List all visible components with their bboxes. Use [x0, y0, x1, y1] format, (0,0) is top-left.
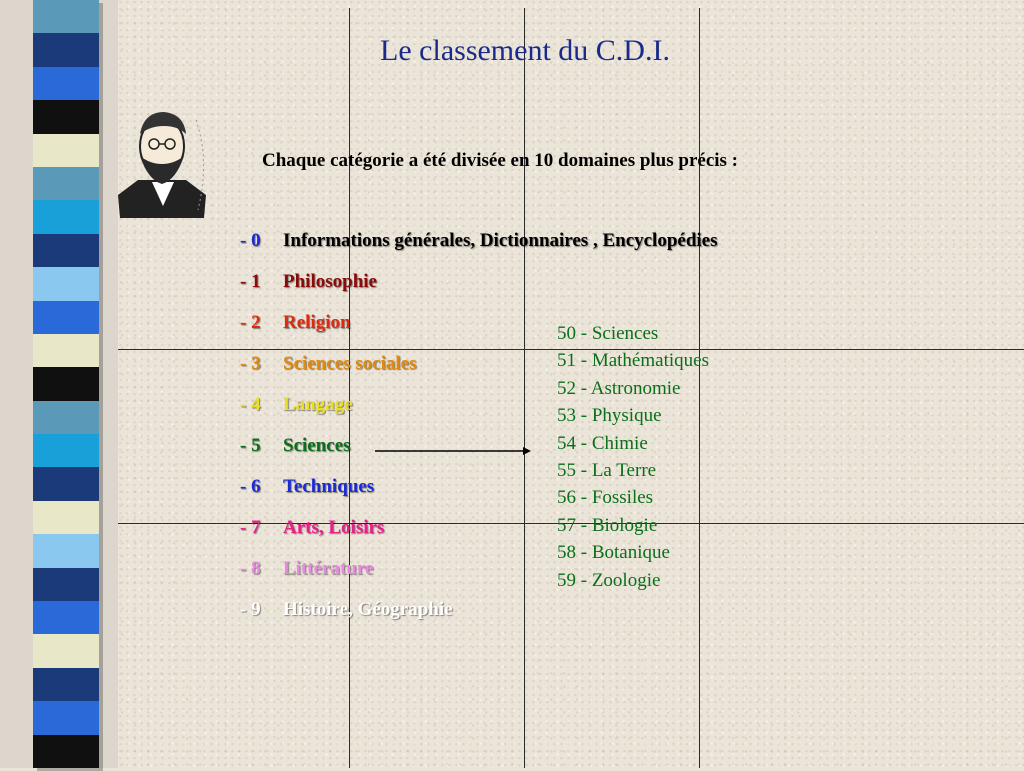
- category-label: Littérature: [283, 558, 374, 579]
- strip-band: [33, 167, 99, 200]
- strip-band: [33, 568, 99, 601]
- category-number: - 7: [240, 517, 261, 538]
- category-number: - 2: [240, 312, 261, 333]
- category-label: Informations générales, Dictionnaires , Encyclopédies: [283, 230, 718, 251]
- category-row: [240, 312, 351, 334]
- category-number: - 5: [240, 435, 261, 456]
- category-row: [240, 476, 374, 498]
- portrait-illustration: [108, 100, 218, 225]
- category-number: - 9: [240, 599, 261, 620]
- category-label: Techniques: [283, 476, 375, 497]
- category-label: Sciences sociales: [283, 353, 417, 374]
- strip-band: [33, 100, 99, 133]
- strip-band: [33, 367, 99, 400]
- category-row: [240, 271, 377, 293]
- strip-band: [33, 735, 99, 768]
- strip-band: [33, 501, 99, 534]
- category-label: Arts, Loisirs: [283, 517, 385, 538]
- grid-line: [699, 8, 700, 768]
- category-number: - 1: [240, 271, 261, 292]
- category-number: - 6: [240, 476, 261, 497]
- strip-band: [33, 668, 99, 701]
- category-label: Sciences: [283, 435, 351, 456]
- strip-band: [33, 334, 99, 367]
- strip-band: [33, 0, 99, 33]
- subdomain-item: 59 - Zoologie: [557, 569, 661, 591]
- category-row: [240, 394, 353, 416]
- slide-title: Le classement du C.D.I.: [380, 34, 670, 67]
- strip-band: [33, 301, 99, 334]
- category-row: [240, 558, 373, 580]
- category-number: - 0: [240, 230, 261, 251]
- strip-band: [33, 267, 99, 300]
- strip-band: [33, 401, 99, 434]
- category-row: [240, 230, 718, 252]
- category-label: Philosophie: [283, 271, 377, 292]
- arrow-connector: [375, 444, 535, 458]
- subdomain-item: 50 - Sciences: [557, 323, 659, 344]
- decorative-side-strip: [0, 0, 118, 768]
- strip-band: [33, 467, 99, 500]
- subdomain-item: 58 - Botanique: [557, 542, 670, 564]
- strip-band: [33, 534, 99, 567]
- subdomain-item: 53 - Physique: [557, 405, 662, 427]
- category-label: Religion: [283, 312, 351, 333]
- category-number: - 3: [240, 353, 261, 374]
- grid-line: [524, 8, 525, 768]
- subdomain-item: 56 - Fossiles: [557, 487, 654, 509]
- subtitle: Chaque catégorie a été divisée en 10 domaines plus précis :: [262, 150, 739, 171]
- strip-band: [33, 434, 99, 467]
- strip-band: [33, 134, 99, 167]
- strip-band: [33, 701, 99, 734]
- category-label: Histoire, Géographie: [283, 599, 453, 620]
- category-number: - 4: [240, 394, 261, 415]
- subdomain-item: 54 - Chimie: [557, 432, 648, 454]
- subdomain-item: 55 - La Terre: [557, 460, 657, 481]
- subdomain-item: 51 - Mathématiques: [557, 350, 709, 372]
- strip-band: [33, 634, 99, 667]
- grid-line: [349, 8, 350, 768]
- category-label: Langage: [283, 394, 353, 415]
- category-row: [240, 517, 384, 539]
- subdomain-item: 52 - Astronomie: [557, 377, 681, 399]
- strip-band: [33, 234, 99, 267]
- subdomain-item: 57 - Biologie: [557, 514, 658, 536]
- category-row: [240, 353, 417, 375]
- strip-band: [33, 200, 99, 233]
- strip-band: [33, 601, 99, 634]
- category-row: [240, 599, 453, 621]
- strip-band: [33, 67, 99, 100]
- category-number: - 8: [240, 558, 261, 579]
- category-row: [240, 435, 351, 457]
